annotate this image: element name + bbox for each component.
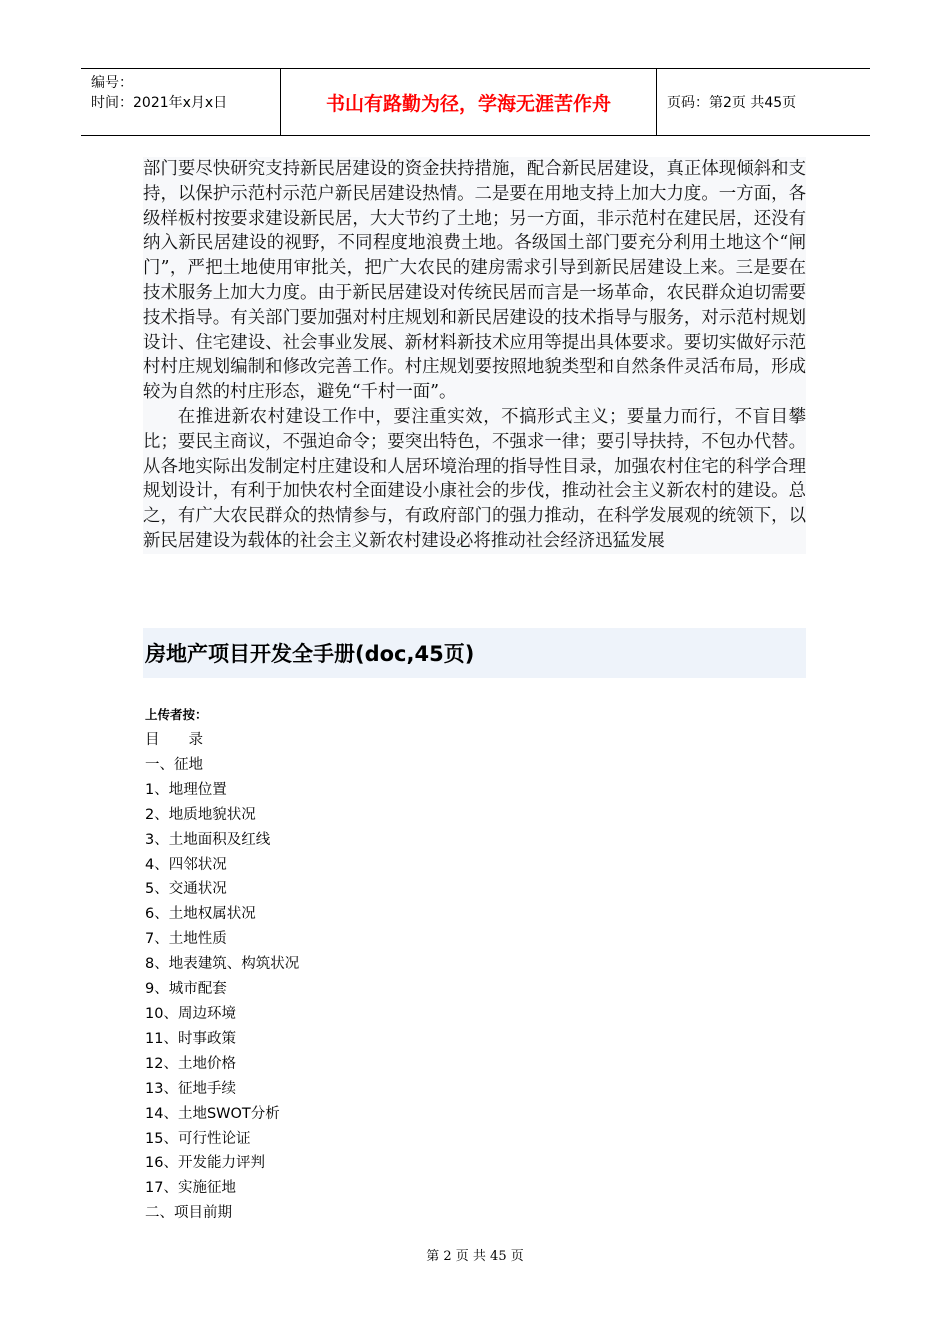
toc-item: 二、项目前期 xyxy=(145,1205,232,1222)
paragraph-2: 在推进新农村建设工作中，要注重实效，不搞形式主义；要量力而行，不盲目攀比；要民主商议，不强迫命令；要突出特色，不强求一律；要引导扶持，不包办代替。从各地实际出发制定村庄建设和人居环境治理的指导性目录，加强农村住宅的科学合理规划设计，有利于加快农村全面建设小康社会的步伐，推动社会主义新农村的建设。总之，有广大农民群众的热情参与，有政府部门的强力推动，在科学发展观的统领下，以新民居建设为载体的社会主义新农村建设必将推动社会经济迅猛发展 xyxy=(143,406,806,551)
toc-item: 12、土地价格 xyxy=(145,1055,236,1072)
toc-item: 3、土地面积及红线 xyxy=(145,831,271,848)
toc-title: 目 录 xyxy=(145,732,203,748)
page-header xyxy=(81,68,870,136)
toc-item: 8、地表建筑、构筑状况 xyxy=(145,956,300,973)
toc-item: 16、开发能力评判 xyxy=(145,1155,265,1172)
toc-item: 一、征地 xyxy=(145,756,203,773)
toc-item: 14、土地SWOT分析 xyxy=(145,1105,280,1122)
toc-item: 15、可行性论证 xyxy=(145,1130,251,1147)
toc-item: 7、土地性质 xyxy=(145,931,227,948)
paragraph-1: 部门要尽快研究支持新民居建设的资金扶持措施，配合新民居建设，真正体现倾斜和支持，以保护示范村示范户新民居建设热情。二是要在用地支持上加大力度。一方面，各级样板村按要求建设新民居，大大节约了土地；另一方面，非示范村在建民居，还没有纳入新民居建设的视野，不同程度地浪费土地。各级国土部门要充分利用土地这个“闸门”，严把土地使用审批关，把广大农民的建房需求引导到新民居建设上来。三是要在技术服务上加大力度。由于新民居建设对传统民居而言是一场革命，农民群众迫切需要技术指导。有关部门要加强对村庄规划和新民居建设的技术指导与服务，对示范村规划设计、住宅建设、社会事业发展、新材料新技术应用等提出具体要求。要切实做好示范村村庄规划编制和修改完善工作。村庄规划要按照地貌类型和自然条件灵活布局，形成较为自然的村庄形态，避免“千村一面”。 xyxy=(143,159,806,403)
section-title: 房地产项目开发全手册(doc,45页) xyxy=(145,642,475,666)
toc-item: 17、实施征地 xyxy=(145,1180,236,1197)
date-label: 时间：2021年x月x日 xyxy=(91,95,228,111)
header-left-cell xyxy=(81,69,281,135)
table-of-contents xyxy=(145,728,299,1226)
uploader-note-label: 上传者按： xyxy=(145,707,208,722)
page-footer: 第 2 页 共 45 页 xyxy=(426,1249,524,1264)
toc-item: 5、交通状况 xyxy=(145,881,227,898)
toc-item: 9、城市配套 xyxy=(145,981,227,998)
toc-item: 2、地质地貌状况 xyxy=(145,806,256,823)
toc-item: 6、土地权属状况 xyxy=(145,906,256,923)
toc-item: 10、周边环境 xyxy=(145,1005,236,1022)
toc-item: 13、征地手续 xyxy=(145,1080,236,1097)
header-motto: 书山有路勤为径，学海无涯苦作舟 xyxy=(281,69,657,135)
body-text xyxy=(143,157,806,554)
toc-item: 1、地理位置 xyxy=(145,781,227,798)
toc-item: 4、四邻状况 xyxy=(145,856,227,873)
section-heading-box xyxy=(143,628,806,678)
doc-number-label: 编号： xyxy=(91,75,133,91)
header-page-info: 页码：第2页 共45页 xyxy=(667,95,797,111)
toc-item: 11、时事政策 xyxy=(145,1030,236,1047)
